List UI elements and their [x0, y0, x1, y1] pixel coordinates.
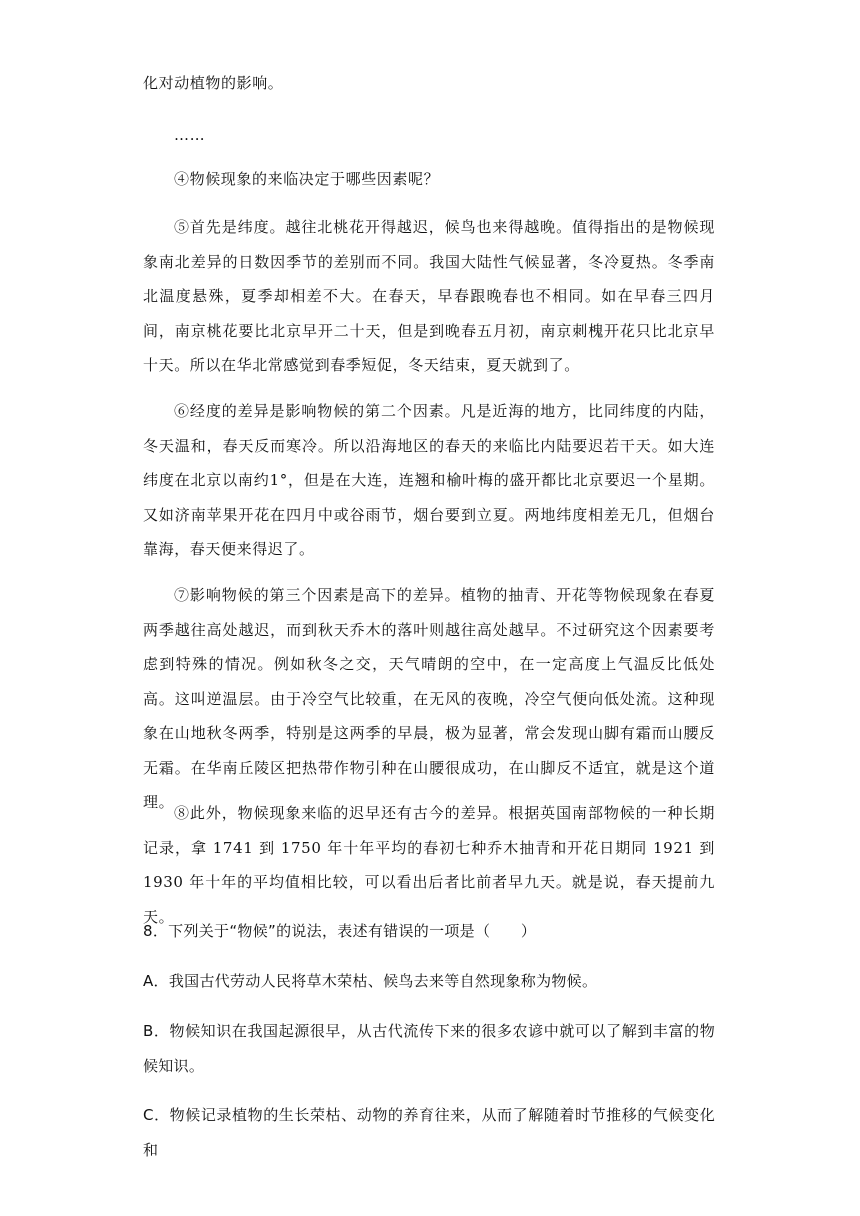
option-a: A．我国古代劳动人民将草木荣枯、候鸟去来等自然现象称为物候。: [143, 972, 598, 990]
option-b: B．物候知识在我国起源很早，从古代流传下来的很多农谚中就可以了解到丰富的物候知识。: [143, 1022, 715, 1075]
paragraph-7: ⑦影响物候的第三个因素是高下的差异。植物的抽青、开花等物候现象在春夏两季越往高处越迟，而到秋天乔木的落叶则越往高处越早。不过研究这个因素要考虑到特殊的情况。例如秋冬之交，天气晴朗的空中，在一定高度上气温反比低处高。这叫逆温层。由于冷空气比较重，在无风的夜晚，冷空气便向低处流。这种现象在山地秋冬两季，特别是这两季的早晨，极为显著，常会发现山脚有霜而山腰反无霜。在华南丘陵区把热带作物引种在山腰很成功，在山脚反不适宜，就是这个道理。: [143, 586, 715, 811]
passage-continuation: 化对动植物的影响。: [143, 74, 284, 92]
passage-ellipsis: ……: [174, 126, 206, 144]
paragraph-4: ④物候现象的来临决定于哪些因素呢？: [174, 170, 440, 188]
paragraph-8: ⑧此外，物候现象来临的迟早还有古今的差异。根据英国南部物候的一种长期记录，拿 1741 到 1750 年十年平均的春初七种乔木抽青和开花日期同 1921 到 1930 年十年的平均值相比较，可以看出后者比前者早九天。就是说，春天提前九天。: [143, 804, 715, 926]
paragraph-5: ⑤首先是纬度。越往北桃花开得越迟，候鸟也来得越晚。值得指出的是物候现象南北差异的日数因季节的差别而不同。我国大陆性气候显著，冬冷夏热。冬季南北温度悬殊，夏季却相差不大。在春天，早春跟晚春也不相同。如在早春三四月间，南京桃花要比北京早开二十天，但是到晚春五月初，南京刺槐开花只比北京早十天。所以在华北常感觉到春季短促，冬天结束，夏天就到了。: [143, 218, 715, 374]
question-stem: 8．下列关于“物候”的说法，表述有错误的一项是（ ）: [143, 922, 537, 940]
option-c: C．物候记录植物的生长荣枯、动物的养育往来，从而了解随着时节推移的气候变化和: [143, 1106, 715, 1159]
paragraph-6: ⑥经度的差异是影响物候的第二个因素。凡是近海的地方，比同纬度的内陆，冬天温和，春天反而寒冷。所以沿海地区的春天的来临比内陆要迟若干天。如大连纬度在北京以南约1°，但是在大连，连翘和榆叶梅的盛开都比北京要迟一个星期。又如济南苹果开花在四月中或谷雨节，烟台要到立夏。两地纬度相差无几，但烟台靠海，春天便来得迟了。: [143, 402, 715, 558]
